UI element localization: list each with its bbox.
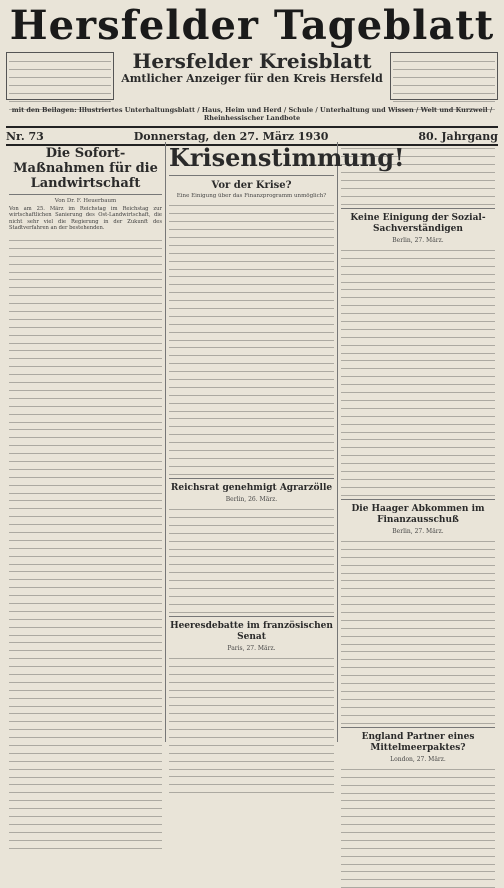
- main-sub2-headline: Reichsrat genehmigt Agrarzölle: [169, 483, 334, 494]
- left-column: [6, 142, 166, 742]
- right-sub1-headline: Keine Einigung der Sozial-Sachverständigen: [341, 213, 495, 235]
- issue-year: 80. Jahrgang: [418, 130, 498, 143]
- article-columns: [6, 142, 498, 742]
- main-sub2-dateline: Berlin, 26. März.: [169, 496, 334, 503]
- right-lead-body: [341, 142, 495, 205]
- divider: [169, 616, 334, 617]
- right-sub3-dateline: London, 27. März.: [341, 756, 495, 763]
- right-sub1-dateline: Berlin, 27. März.: [341, 237, 495, 244]
- divider: [169, 175, 334, 176]
- left-body-text: [9, 234, 162, 849]
- right-sub3-headline: England Partner eines Mittelmeerpaktes?: [341, 732, 495, 754]
- issue-date: Donnerstag, den 27. März 1930: [134, 130, 329, 143]
- right-info-box: [390, 52, 498, 100]
- divider: [169, 478, 334, 479]
- right-column: [338, 142, 498, 742]
- main-headline: Krisenstimmung!: [169, 144, 334, 172]
- main-sub1-headline: Vor der Krise?: [169, 180, 334, 191]
- right-sub3-body: [341, 763, 495, 888]
- amtlich-subtitle: Amtlicher Anzeiger für den Kreis Hersfeld: [0, 72, 504, 85]
- left-info-text: [9, 55, 111, 110]
- main-sub3-headline: Heeresdebatte im französischen Senat: [169, 621, 334, 643]
- main-column: [166, 142, 338, 742]
- right-sub1-body: [341, 244, 495, 496]
- subhead-row: [0, 50, 504, 106]
- right-info-text: [393, 55, 495, 110]
- divider: [341, 727, 495, 728]
- left-paragraph: Von am 25. März im Reichstag im Reichstag zur wirtschaftlichen Sanierung des Ost-Landwirtschaft, die nicht sehr viel die Regierung in der Zukunft des Stadtverfahren an der bestehenden.: [9, 206, 162, 232]
- divider: [341, 499, 495, 500]
- main-sub2-body: [169, 503, 334, 613]
- masthead-title: Hersfelder Tageblatt: [0, 0, 504, 48]
- main-sub3-dateline: Paris, 27. März.: [169, 645, 334, 652]
- main-sub1-body: [169, 199, 334, 475]
- left-byline: Von Dr. F. Heuerbaum: [9, 198, 162, 204]
- main-sub3-body: [169, 652, 334, 794]
- left-headline: Die Sofort-Maßnahmen für die Landwirtschaft: [9, 146, 162, 191]
- right-sub2-dateline: Berlin, 27. März.: [341, 528, 495, 535]
- beilagen-line: mit den Beilagen: Illustriertes Unterhaltungsblatt / Haus, Heim und Herd / Schule / Unterhaltung und Wissen / Welt und Kurzweil / Rheinhessischer Landbote: [0, 106, 504, 122]
- right-sub2-body: [341, 535, 495, 724]
- divider: [341, 208, 495, 209]
- issue-number: Nr. 73: [6, 130, 44, 143]
- left-info-box: [6, 52, 114, 100]
- right-sub2-headline: Die Haager Abkommen im Finanzausschuß: [341, 504, 495, 526]
- main-sub1-deck: Eine Einigung über das Finanzprogramm unmöglich?: [169, 193, 334, 199]
- divider: [9, 194, 162, 195]
- kreisblatt-title: Hersfelder Kreisblatt: [0, 50, 504, 72]
